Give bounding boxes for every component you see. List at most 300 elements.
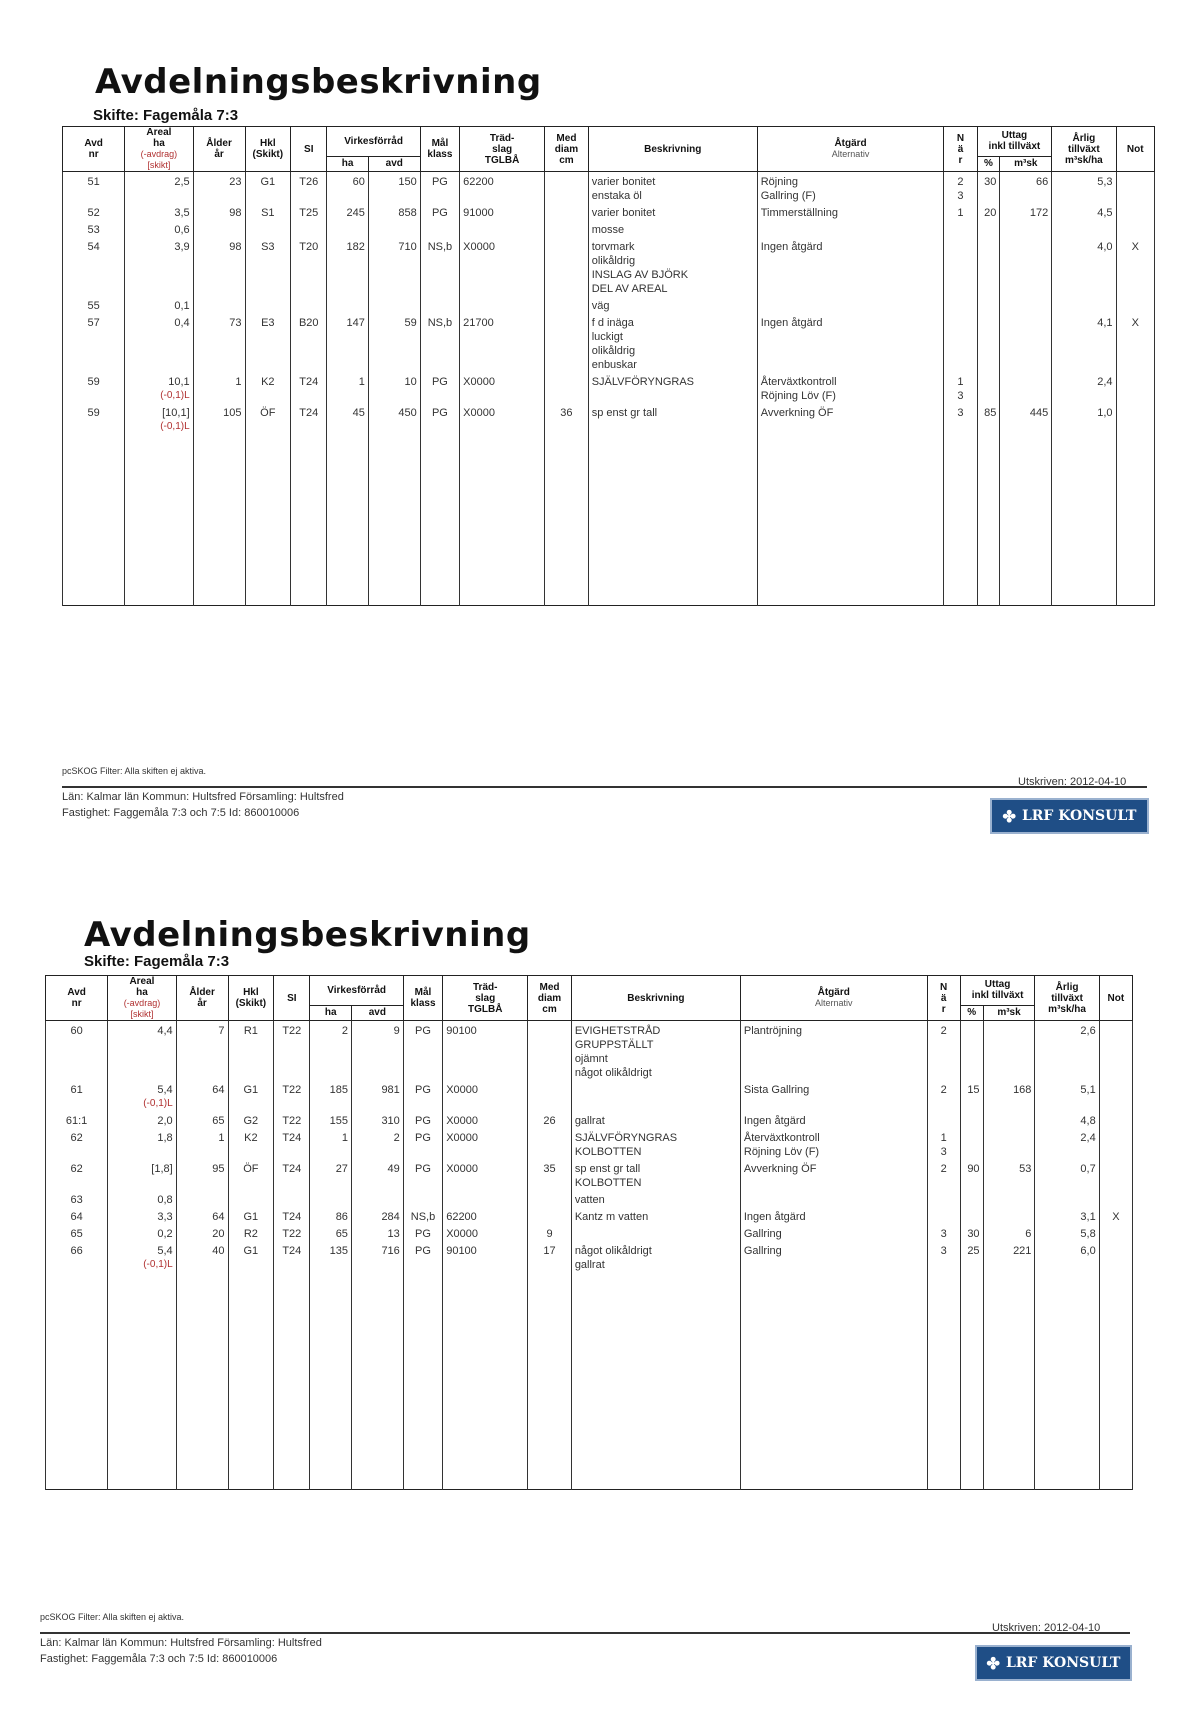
cell-tradslag-value: X0000 xyxy=(446,1115,479,1127)
col-header-atgard-label: Alternativ xyxy=(814,998,853,1008)
cell-diam xyxy=(528,1111,572,1128)
leaf-icon: ✤ xyxy=(986,1653,1000,1673)
col-header-si-label: SI xyxy=(287,992,297,1004)
cell-not xyxy=(1099,1021,1132,1081)
page-subtitle: Skifte: Fagemåla 7:3 xyxy=(84,953,230,970)
cell-vf-ha-value: 27 xyxy=(335,1163,348,1175)
cell-vf-avd-value: 13 xyxy=(387,1228,400,1240)
cell-arlig-value: 4,0 xyxy=(1097,241,1113,253)
filler-cell xyxy=(351,1272,403,1490)
cell-not xyxy=(1099,1241,1132,1272)
cell-hkl-value: R2 xyxy=(243,1228,258,1240)
cell-mal-value: PG xyxy=(415,1025,431,1037)
atgard-line: Röjning Löv (F) xyxy=(760,390,836,402)
cell-hkl-value: K2 xyxy=(261,376,275,388)
cell-si-value: T22 xyxy=(282,1115,302,1127)
col-header-vf-ha xyxy=(310,1005,351,1020)
col-header-arlig-label: Årlig xyxy=(1072,132,1096,144)
cell-not xyxy=(1099,1190,1132,1207)
col-header-nar xyxy=(927,976,960,1021)
atgard-line: Gallring xyxy=(743,1245,782,1257)
col-header-arlig-label: tillväxt xyxy=(1051,992,1083,1004)
cell-tradslag-value: 90100 xyxy=(446,1245,477,1257)
beskrivning-line: ojämnt xyxy=(574,1053,608,1065)
col-header-not xyxy=(1099,976,1132,1021)
cell-arlig-value: 5,1 xyxy=(1080,1084,1096,1096)
cell-tradslag-value: 62200 xyxy=(446,1211,477,1223)
cell-hkl xyxy=(228,1128,274,1159)
cell-tradslag xyxy=(443,1021,528,1081)
cell-hkl-value: ÖF xyxy=(260,407,276,419)
beskrivning-line: EVIGHETSTRÅD xyxy=(574,1025,661,1037)
cell-mal-value: NS,b xyxy=(427,241,453,253)
cell-beskrivning xyxy=(571,1080,740,1111)
cell-avd-value: 61:1 xyxy=(65,1115,88,1127)
cell-mal xyxy=(403,1159,442,1190)
beskrivning-line: f d inäga xyxy=(591,317,634,329)
cell-alder-value: 1 xyxy=(235,376,242,388)
printed-date: Utskriven: 2012-04-10 xyxy=(1018,776,1127,788)
cell-si xyxy=(274,1111,310,1128)
cell-hkl-value: S1 xyxy=(261,207,275,219)
cell-si-value: T24 xyxy=(299,407,319,419)
col-header-uttag-label: Uttag xyxy=(984,979,1011,991)
cell-vf-ha-value: 86 xyxy=(335,1211,348,1223)
cell-areal xyxy=(108,1111,176,1128)
cell-alder-value: 40 xyxy=(212,1245,225,1257)
cell-arlig-value: 2,4 xyxy=(1097,376,1113,388)
col-header-tradslag-label: TGLBÅ xyxy=(468,1003,503,1015)
table-row xyxy=(46,1190,1133,1207)
cell-alder-value: 7 xyxy=(218,1025,225,1037)
beskrivning-line: olikåldrig xyxy=(591,345,636,357)
cell-tradslag xyxy=(443,1111,528,1128)
cell-avd-value: 51 xyxy=(87,176,100,188)
cell-alder-value: 23 xyxy=(229,176,242,188)
cell-avd-value: 59 xyxy=(87,407,100,419)
col-header-uttag-label: inkl tillväxt xyxy=(988,141,1041,153)
cell-uttag-m3sk-value: 53 xyxy=(1019,1163,1032,1175)
table-filler-row xyxy=(46,1272,1133,1490)
footer-divider xyxy=(40,1632,1130,1634)
col-header-virkesforrad-label: Virkesförråd xyxy=(344,135,403,147)
cell-areal xyxy=(108,1080,176,1111)
cell-avd-value: 62 xyxy=(70,1132,83,1144)
col-header-avd-label: Avd xyxy=(84,138,103,149)
cell-hkl-value: G1 xyxy=(243,1245,259,1257)
cell-avd xyxy=(46,1224,108,1241)
cell-areal xyxy=(108,1207,176,1224)
cell-nar xyxy=(927,1224,960,1241)
beskrivning-line: olikåldrig xyxy=(591,255,636,267)
beskrivning-line: enbuskar xyxy=(591,359,637,371)
col-header-mal-label: klass xyxy=(427,149,453,160)
cell-hkl xyxy=(228,1080,274,1111)
col-header-tradslag-label: Träd- xyxy=(489,132,515,144)
cell-si-value: T20 xyxy=(299,241,319,253)
cell-areal-value: 5,4 xyxy=(157,1245,173,1257)
col-header-not-label: Not xyxy=(1126,143,1144,155)
cell-areal-value: 3,5 xyxy=(174,207,190,219)
col-header-vf-avd xyxy=(351,1005,403,1020)
cell-hkl xyxy=(228,1241,274,1272)
cell-not xyxy=(1099,1224,1132,1241)
col-header-nar-label: N xyxy=(940,981,948,993)
header-row xyxy=(46,976,1133,1006)
beskrivning-line: något olikåldrigt xyxy=(574,1245,652,1257)
filter-note: pcSKOG Filter: Alla skiften ej aktiva. xyxy=(40,1612,185,1622)
cell-vf-ha xyxy=(310,1241,351,1272)
nar-line: 2 xyxy=(940,1163,947,1175)
table-row xyxy=(46,1241,1133,1272)
filler-cell xyxy=(571,1272,740,1490)
cell-si-value: B20 xyxy=(298,317,319,329)
filler-cell xyxy=(403,1272,442,1490)
cell-uttag-m3sk xyxy=(983,1190,1035,1207)
cell-beskrivning xyxy=(571,1190,740,1207)
cell-tradslag-value: X0000 xyxy=(446,1132,479,1144)
cell-arlig xyxy=(1035,1190,1099,1207)
cell-arlig xyxy=(1035,1111,1099,1128)
beskrivning-line: väg xyxy=(591,300,610,312)
cell-uttag-pct-value: 15 xyxy=(967,1084,980,1096)
col-header-virkesforrad-label: Virkesförråd xyxy=(327,984,386,996)
cell-avd xyxy=(46,1159,108,1190)
cell-vf-ha-value: 135 xyxy=(329,1245,348,1257)
cell-hkl-value: G1 xyxy=(260,176,276,188)
beskrivning-line: KOLBOTTEN xyxy=(574,1177,642,1189)
cell-mal-value: PG xyxy=(415,1084,431,1096)
col-header-areal-label: [skikt] xyxy=(130,1009,154,1019)
cell-vf-avd xyxy=(351,1207,403,1224)
col-header-vf-ha-label: ha xyxy=(324,1007,337,1019)
cell-arlig xyxy=(1035,1241,1099,1272)
col-header-si xyxy=(274,976,310,1021)
cell-beskrivning xyxy=(571,1128,740,1159)
col-header-atgard-label: Åtgärd xyxy=(817,987,850,998)
col-header-avd xyxy=(46,976,108,1021)
cell-mal xyxy=(403,1128,442,1159)
cell-vf-avd-value: 450 xyxy=(398,407,417,419)
cell-vf-avd-value: 710 xyxy=(398,241,417,253)
col-header-hkl-label: (Skikt) xyxy=(235,998,267,1009)
cell-vf-avd-value: 59 xyxy=(404,317,417,329)
cell-hkl-value: G2 xyxy=(243,1115,259,1127)
cell-tradslag-value: 90100 xyxy=(446,1025,477,1037)
cell-vf-ha-value: 45 xyxy=(352,407,365,419)
cell-tradslag xyxy=(443,1207,528,1224)
beskrivning-line: luckigt xyxy=(591,331,623,343)
cell-areal-value: [1,8] xyxy=(151,1163,173,1175)
nar-line: 2 xyxy=(940,1025,947,1037)
cell-diam xyxy=(528,1159,572,1190)
cell-tradslag xyxy=(443,1190,528,1207)
cell-uttag-pct-value: 30 xyxy=(984,176,997,188)
cell-uttag-pct-value: 25 xyxy=(967,1245,980,1257)
location-line: Län: Kalmar län Kommun: Hultsfred Församling: Hultsfred xyxy=(62,791,344,803)
cell-hkl xyxy=(228,1159,274,1190)
cell-mal xyxy=(403,1080,442,1111)
col-header-atgard-label: Alternativ xyxy=(831,149,870,159)
cell-arlig-value: 4,1 xyxy=(1097,317,1113,329)
col-header-si-label: SI xyxy=(304,143,314,155)
cell-si xyxy=(274,1224,310,1241)
cell-diam xyxy=(528,1128,572,1159)
col-header-areal-label: Areal xyxy=(146,127,172,138)
cell-nar xyxy=(927,1021,960,1081)
cell-mal xyxy=(403,1021,442,1081)
cell-vf-ha-value: 60 xyxy=(352,176,365,188)
cell-atgard xyxy=(740,1241,927,1272)
cell-si-value: T22 xyxy=(282,1228,302,1240)
cell-mal-value: PG xyxy=(415,1163,431,1175)
filler-cell xyxy=(528,1272,572,1490)
col-header-beskrivning xyxy=(571,976,740,1021)
filler-cell xyxy=(108,1272,176,1490)
cell-arlig xyxy=(1035,1207,1099,1224)
col-header-m3sk-label: m³sk xyxy=(1014,158,1038,170)
cell-vf-avd-value: 150 xyxy=(398,176,417,188)
col-header-avd-label: nr xyxy=(88,149,99,160)
col-header-not-label: Not xyxy=(1107,992,1125,1004)
cell-uttag-m3sk-value: 6 xyxy=(1025,1228,1032,1240)
cell-hkl xyxy=(228,1111,274,1128)
col-header-m3sk xyxy=(983,1005,1035,1020)
nar-line: 3 xyxy=(940,1146,947,1158)
nar-line: 1 xyxy=(957,376,964,388)
beskrivning-line: vatten xyxy=(574,1194,605,1206)
col-header-areal-label: Areal xyxy=(129,976,155,987)
cell-avd-value: 63 xyxy=(70,1194,83,1206)
col-header-uttag xyxy=(960,976,1035,1006)
nar-line: 3 xyxy=(957,190,964,202)
cell-vf-ha xyxy=(310,1111,351,1128)
cell-uttag-pct xyxy=(960,1021,983,1081)
cell-hkl-value: K2 xyxy=(244,1132,258,1144)
table-row xyxy=(46,1207,1133,1224)
cell-vf-avd xyxy=(351,1224,403,1241)
atgard-line: Ingen åtgärd xyxy=(743,1115,806,1127)
col-header-tradslag-label: Träd- xyxy=(473,981,498,993)
table-row xyxy=(46,1159,1133,1190)
col-header-areal-label: [skikt] xyxy=(147,160,171,170)
cell-vf-avd-value: 284 xyxy=(381,1211,400,1223)
cell-avd-value: 59 xyxy=(87,376,100,388)
cell-arlig-value: 5,8 xyxy=(1080,1228,1096,1240)
table-row xyxy=(46,1021,1133,1081)
atgard-line: Plantröjning xyxy=(743,1025,802,1037)
beskrivning-line: DEL AV AREAL xyxy=(591,283,668,295)
cell-vf-ha-value: 1 xyxy=(358,376,365,388)
cell-mal-value: NS,b xyxy=(410,1211,436,1223)
cell-nar xyxy=(927,1159,960,1190)
location-line: Län: Kalmar län Kommun: Hultsfred Församling: Hultsfred xyxy=(40,1637,322,1649)
cell-hkl-value: G1 xyxy=(243,1211,259,1223)
cell-uttag-pct xyxy=(960,1080,983,1111)
cell-atgard xyxy=(740,1159,927,1190)
cell-arlig-value: 6,0 xyxy=(1080,1245,1096,1257)
cell-atgard xyxy=(740,1128,927,1159)
col-header-uttag-label: Uttag xyxy=(1001,130,1028,142)
cell-avd xyxy=(46,1111,108,1128)
cell-arlig-value: 2,6 xyxy=(1080,1025,1096,1037)
cell-alder xyxy=(176,1241,228,1272)
cell-alder xyxy=(176,1128,228,1159)
cell-arlig xyxy=(1035,1021,1099,1081)
cell-areal-deduction: (-0,1)L xyxy=(143,1098,173,1109)
page-subtitle: Skifte: Fagemåla 7:3 xyxy=(93,107,239,124)
cell-uttag-m3sk xyxy=(983,1021,1035,1081)
cell-si xyxy=(274,1128,310,1159)
col-header-vf-avd-label: avd xyxy=(385,158,403,170)
filler-cell xyxy=(228,1272,274,1490)
cell-beskrivning xyxy=(571,1021,740,1081)
printed-date: Utskriven: 2012-04-10 xyxy=(992,1622,1101,1634)
cell-uttag-m3sk xyxy=(983,1224,1035,1241)
beskrivning-line: varier bonitet xyxy=(591,207,656,219)
cell-avd xyxy=(46,1241,108,1272)
cell-alder-value: 73 xyxy=(229,317,242,329)
col-header-hkl-label: Hkl xyxy=(260,138,276,149)
cell-vf-avd-value: 10 xyxy=(404,376,417,388)
cell-si xyxy=(274,1207,310,1224)
leaf-icon: ✤ xyxy=(1002,806,1016,826)
cell-avd xyxy=(46,1190,108,1207)
col-header-mal-label: klass xyxy=(410,998,436,1009)
table-row xyxy=(46,1111,1133,1128)
cell-alder-value: 1 xyxy=(218,1132,225,1144)
cell-tradslag-value: X0000 xyxy=(463,241,495,253)
cell-diam xyxy=(528,1080,572,1111)
col-header-areal-label: (-avdrag) xyxy=(123,998,161,1008)
cell-vf-avd xyxy=(351,1111,403,1128)
cell-vf-ha-value: 185 xyxy=(329,1084,348,1096)
cell-uttag-pct xyxy=(960,1224,983,1241)
cell-vf-avd xyxy=(351,1159,403,1190)
col-header-nar-label: ä xyxy=(957,143,964,155)
col-header-nar-label: r xyxy=(958,154,963,166)
cell-beskrivning xyxy=(571,1241,740,1272)
cell-si-value: T25 xyxy=(299,207,319,219)
cell-si xyxy=(274,1241,310,1272)
cell-mal xyxy=(403,1111,442,1128)
cell-beskrivning xyxy=(571,1159,740,1190)
cell-hkl xyxy=(228,1021,274,1081)
col-header-avd-label: Avd xyxy=(67,987,86,998)
col-header-tradslag-label: TGLBÅ xyxy=(484,154,520,166)
nar-line: 3 xyxy=(940,1245,947,1257)
col-header-tradslag-label: slag xyxy=(475,992,496,1004)
cell-areal-value: 0,6 xyxy=(174,224,190,236)
cell-vf-ha xyxy=(310,1190,351,1207)
cell-si-value: T24 xyxy=(282,1163,302,1175)
table-row xyxy=(46,1224,1133,1241)
cell-mal-value: PG xyxy=(431,407,448,419)
cell-areal-value: [10,1] xyxy=(162,407,190,419)
col-header-tradslag-label: slag xyxy=(492,143,513,155)
cell-areal-deduction: (-0,1)L xyxy=(160,390,190,401)
col-header-alder-label: år xyxy=(197,998,207,1009)
cell-vf-avd-value: 9 xyxy=(393,1025,400,1037)
col-header-areal-label: ha xyxy=(136,987,148,998)
cell-arlig xyxy=(1035,1128,1099,1159)
filler-cell xyxy=(310,1272,351,1490)
cell-uttag-pct xyxy=(960,1190,983,1207)
cell-avd xyxy=(46,1207,108,1224)
lrf-konsult-logo xyxy=(975,1645,1132,1681)
cell-alder-value: 65 xyxy=(212,1115,225,1127)
cell-vf-avd xyxy=(351,1080,403,1111)
cell-vf-avd xyxy=(351,1241,403,1272)
cell-not-value: X xyxy=(1112,1211,1120,1223)
atgard-line: Röjning xyxy=(760,176,799,188)
cell-arlig xyxy=(1035,1080,1099,1111)
cell-areal-value: 2,0 xyxy=(157,1115,173,1127)
cell-avd xyxy=(46,1021,108,1081)
cell-uttag-m3sk xyxy=(983,1241,1035,1272)
cell-vf-ha-value: 2 xyxy=(341,1025,348,1037)
atgard-line: Ingen åtgärd xyxy=(743,1211,806,1223)
col-header-avd-label: nr xyxy=(71,998,82,1009)
col-header-alder xyxy=(176,976,228,1021)
cell-hkl-value: ÖF xyxy=(243,1163,259,1175)
cell-areal-value: 5,4 xyxy=(157,1084,173,1096)
filler-cell xyxy=(1035,1272,1099,1490)
cell-areal-deduction: (-0,1)L xyxy=(143,1259,173,1270)
cell-areal-value: 1,8 xyxy=(157,1132,173,1144)
cell-vf-ha-value: 155 xyxy=(329,1115,348,1127)
col-header-med-diam xyxy=(528,976,572,1021)
cell-arlig-value: 1,0 xyxy=(1097,407,1113,419)
cell-not xyxy=(1099,1111,1132,1128)
cell-tradslag xyxy=(443,1080,528,1111)
cell-vf-ha-value: 65 xyxy=(335,1228,348,1240)
filler-cell xyxy=(740,1272,927,1490)
cell-diam xyxy=(528,1021,572,1081)
cell-hkl xyxy=(228,1207,274,1224)
cell-avd-value: 65 xyxy=(70,1228,83,1240)
logo-text: LRF KONSULT xyxy=(1005,1655,1121,1671)
cell-arlig-value: 5,3 xyxy=(1097,176,1113,188)
cell-areal xyxy=(108,1159,176,1190)
cell-vf-avd-value: 858 xyxy=(398,207,417,219)
table-row xyxy=(46,1080,1133,1111)
atgard-line: Röjning Löv (F) xyxy=(743,1146,820,1158)
beskrivning-line: torvmark xyxy=(591,241,635,253)
cell-alder-value: 20 xyxy=(212,1228,225,1240)
col-header-beskrivning-label: Beskrivning xyxy=(644,143,702,155)
cell-mal xyxy=(403,1190,442,1207)
col-header-hkl-label: Hkl xyxy=(243,987,259,998)
atgard-line: Återväxtkontroll xyxy=(743,1132,820,1144)
cell-uttag-pct-value: 85 xyxy=(984,407,997,419)
col-header-med-diam-label: Med xyxy=(556,132,577,144)
cell-uttag-pct xyxy=(960,1128,983,1159)
atgard-line: Timmerställning xyxy=(760,207,838,219)
cell-tradslag xyxy=(443,1128,528,1159)
cell-alder-value: 64 xyxy=(212,1084,225,1096)
nar-line: 3 xyxy=(957,407,964,419)
cell-vf-avd-value: 981 xyxy=(381,1084,400,1096)
cell-areal xyxy=(108,1190,176,1207)
cell-si xyxy=(274,1021,310,1081)
cell-avd-value: 60 xyxy=(70,1025,83,1037)
beskrivning-line: INSLAG AV BJÖRK xyxy=(591,269,689,281)
cell-diam-value: 35 xyxy=(543,1163,556,1175)
logo-text: LRF KONSULT xyxy=(1021,808,1137,824)
cell-uttag-m3sk xyxy=(983,1080,1035,1111)
cell-hkl-value: R1 xyxy=(243,1025,258,1037)
